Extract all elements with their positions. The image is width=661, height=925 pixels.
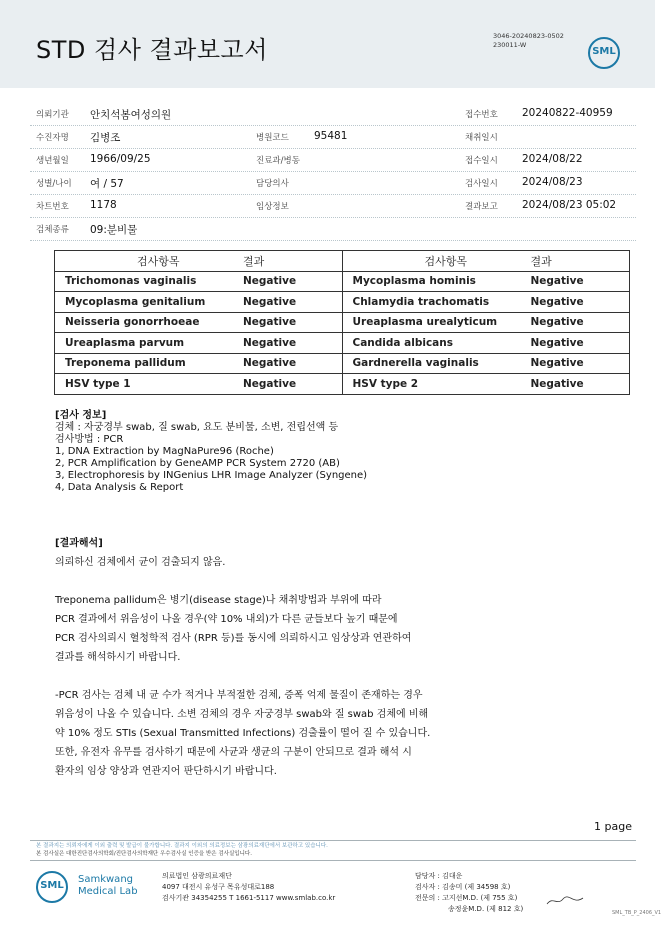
sml-logo-text: SML [592,46,616,57]
method-step-4: 4, Data Analysis & Report [55,482,184,493]
report-title: STD 검사 결과보고서 [36,36,268,64]
method-section [55,410,367,494]
interpretation-p2-line-3: 약 10% 정도 STIs (Sexual Transmitted Infections) 검출률이 떨어 질 수 있습니다. [55,728,431,739]
ward-code-label: 병원코드 [256,133,289,143]
test-date-value: 2024/08/23 [522,176,583,188]
receipt-no-value: 20240822-40959 [522,107,613,119]
lab-contact: 검사기관 34354255 T 1661-5117 www.smlab.co.kr [162,894,336,902]
test-item-name: HSV type 2 [352,377,419,390]
lab-address: 4097 대전시 유성구 목유성대로188 [162,883,275,891]
info-row-sex-age [30,171,636,195]
dob-value: 1966/09/25 [90,153,151,165]
tester-value: 김송미 (제 34598 호) [442,883,511,891]
report-id-line-2: 230011-W [493,41,527,49]
specimen-value: 09:분비물 [90,224,138,236]
interpretation-p2-line-1: -PCR 검사는 검체 내 균 수가 적거나 부적절한 검체, 증폭 억제 물질이 존재하는 경우 [55,690,423,701]
patient-value: 김병조 [90,132,121,144]
col-result-label: 결과 [530,254,552,268]
form-code: SML_TB_P_2406_V1 [612,910,661,916]
col-result-label: 결과 [243,254,265,268]
result-cell-left [55,374,343,395]
chart-no-value: 1178 [90,199,117,211]
staff-label: 담당자 : [415,872,440,880]
test-item-name: Chlamydia trachomatis [352,295,490,308]
result-cell-right [342,353,630,374]
ward-code-value: 95481 [314,130,348,142]
lab-address-block [162,871,335,904]
result-cell-left [55,271,343,292]
table-row [55,271,630,292]
test-date-label: 검사일시 [465,179,498,189]
result-cell-right [342,333,630,354]
test-result-value: Negative [243,295,297,308]
report-id-line-1: 3046-20240823-0502 [493,32,564,40]
test-result-value: Negative [243,377,297,390]
tester-label: 검사자 : [415,883,440,891]
test-item-name: Gardnerella vaginalis [352,357,479,370]
footer-divider-2 [30,860,636,861]
result-cell-left [55,333,343,354]
report-date-label: 결과보고 [465,202,498,212]
interpretation-p2-line-2: 위음성이 나올 수 있습니다. 소변 검체의 경우 자궁경부 swab와 질 swab 검체에 비해 [55,709,429,720]
interpretation-heading: [결과해석] [55,538,103,549]
result-cell-left [55,353,343,374]
method-step-2: 2, PCR Amplification by GeneAMP PCR System 2720 (AB) [55,458,340,469]
specialist-2: 송정윤M.D. (제 812 호) [448,905,524,913]
method-heading: [검사 정보] [55,410,107,421]
specialist-label: 전문의 : [415,894,440,902]
col-item-label: 검사항목 [424,254,468,268]
test-result-value: Negative [243,336,297,349]
test-item-name: Candida albicans [352,336,453,349]
hospital-value: 안치석봄여성의원 [90,109,172,121]
result-cell-right [342,292,630,313]
footer-divider [30,840,636,841]
interpretation-p1-line-2: PCR 결과에서 위음성이 나올 경우(약 10% 내외)가 다른 균들보다 높기 때문에 [55,614,398,625]
interpretation-p1-line-1: Treponema pallidum은 병기(disease stage)나 채취방법과 부위에 따라 [55,595,382,606]
lab-name-line-1: Samkwang [78,874,133,885]
test-item-name: Mycoplasma genitalium [65,295,206,308]
table-row [55,374,630,395]
test-item-name: HSV type 1 [65,377,131,390]
dob-label: 생년월일 [36,156,69,166]
test-result-value: Negative [243,357,297,370]
report-date-value: 2024/08/23 05:02 [522,199,617,211]
info-row-chart [30,194,636,218]
method-type: 검사방법 : PCR [55,434,124,445]
interpretation-p1-line-3: PCR 검사의뢰시 혈청학적 검사 (RPR 등)를 동시에 의뢰하시고 임상상과 연관하여 [55,633,412,644]
test-item-name: Mycoplasma hominis [352,275,476,288]
interpretation-p2-line-5: 환자의 임상 양상과 연관지어 판단하시기 바랍니다. [55,766,277,777]
receipt-date-label: 접수일시 [465,156,498,166]
lab-name [78,874,138,898]
info-row-patient [30,125,636,149]
method-step-3: 3, Electrophoresis by INGenius LHR Image Analyzer (Syngene) [55,470,368,481]
test-result-value: Negative [530,336,584,349]
sml-footer-logo-text: SML [40,880,64,891]
col-item-label: 검사항목 [137,254,180,268]
page-number: 1 page [594,820,632,833]
clinical-label: 임상정보 [256,202,289,212]
staff-value: 김대운 [442,872,463,880]
table-row [55,292,630,313]
specialist-1: 고지선M.D. (제 755 호) [442,894,518,902]
test-item-name: Treponema pallidum [65,357,186,370]
footer-notice-1: 본 결과지는 의뢰자에게 이외 출력 및 발급이 불가합니다. 결과지 이외의 의료정보는 삼광의료재단에서 보관하고 있습니다. [36,843,328,849]
sex-age-label: 성별/나이 [36,179,72,189]
result-cell-right [342,374,630,395]
interpretation-summary: 의뢰하신 검체에서 균이 검출되지 않음. [55,557,226,568]
hospital-label: 의뢰기관 [36,110,69,120]
report-id [493,32,564,50]
table-row [55,353,630,374]
method-specimen: 검체 : 자궁경부 swab, 질 swab, 요도 분비물, 소변, 전립선액 등 [55,422,339,433]
interpretation-p1-line-4: 결과를 해석하시기 바랍니다. [55,652,181,663]
test-result-value: Negative [530,295,584,308]
info-row-hospital [30,102,636,126]
chart-no-label: 차트번호 [36,202,69,212]
staff-block [415,871,523,915]
test-result-value: Negative [243,275,297,288]
result-cell-right [342,312,630,333]
receipt-no-label: 접수번호 [465,110,498,120]
table-row [55,312,630,333]
lab-name-line-2: Medical Lab [78,886,138,897]
interpretation-p2-line-4: 또한, 유전자 유무를 검사하기 때문에 사균과 생균의 구분이 안되므로 결과 해석 시 [55,747,412,758]
patient-label: 수진자명 [36,133,69,143]
table-header-row [55,251,630,272]
footer-notice-2: 본 검사실은 대한진단검사의학회/진단검사의학재단 우수검사실 인증을 받은 검사실입니다. [36,851,252,857]
test-result-value: Negative [530,357,584,370]
test-item-name: Neisseria gonorrhoeae [65,316,200,329]
doctor-label: 담당의사 [256,179,289,189]
sml-logo [588,37,620,69]
test-result-value: Negative [530,377,584,390]
test-item-name: Ureaplasma parvum [65,336,185,349]
table-body [55,271,630,394]
sml-footer-logo [36,871,68,903]
test-result-value: Negative [530,275,584,288]
method-step-1: 1, DNA Extraction by MagNaPure96 (Roche) [55,446,274,457]
result-cell-right [342,271,630,292]
interpretation-section [55,534,430,781]
results-table [54,250,630,395]
test-item-name: Ureaplasma urealyticum [352,316,498,329]
table-header-right [342,251,630,272]
info-row-dob [30,148,636,172]
dept-label: 진료과/병동 [256,156,300,166]
result-cell-left [55,312,343,333]
table-header-left [55,251,343,272]
result-cell-left [55,292,343,313]
collect-date-label: 채취일시 [465,133,498,143]
test-item-name: Trichomonas vaginalis [65,275,197,288]
table-row [55,333,630,354]
receipt-date-value: 2024/08/22 [522,153,583,165]
signature-mark [545,894,585,908]
lab-org: 의료법인 삼광의료재단 [162,872,232,880]
info-row-specimen [30,217,636,241]
sex-age-value: 여 / 57 [90,178,124,190]
test-result-value: Negative [243,316,297,329]
test-result-value: Negative [530,316,584,329]
specimen-label: 검체종류 [36,225,69,235]
report-header [0,0,655,88]
